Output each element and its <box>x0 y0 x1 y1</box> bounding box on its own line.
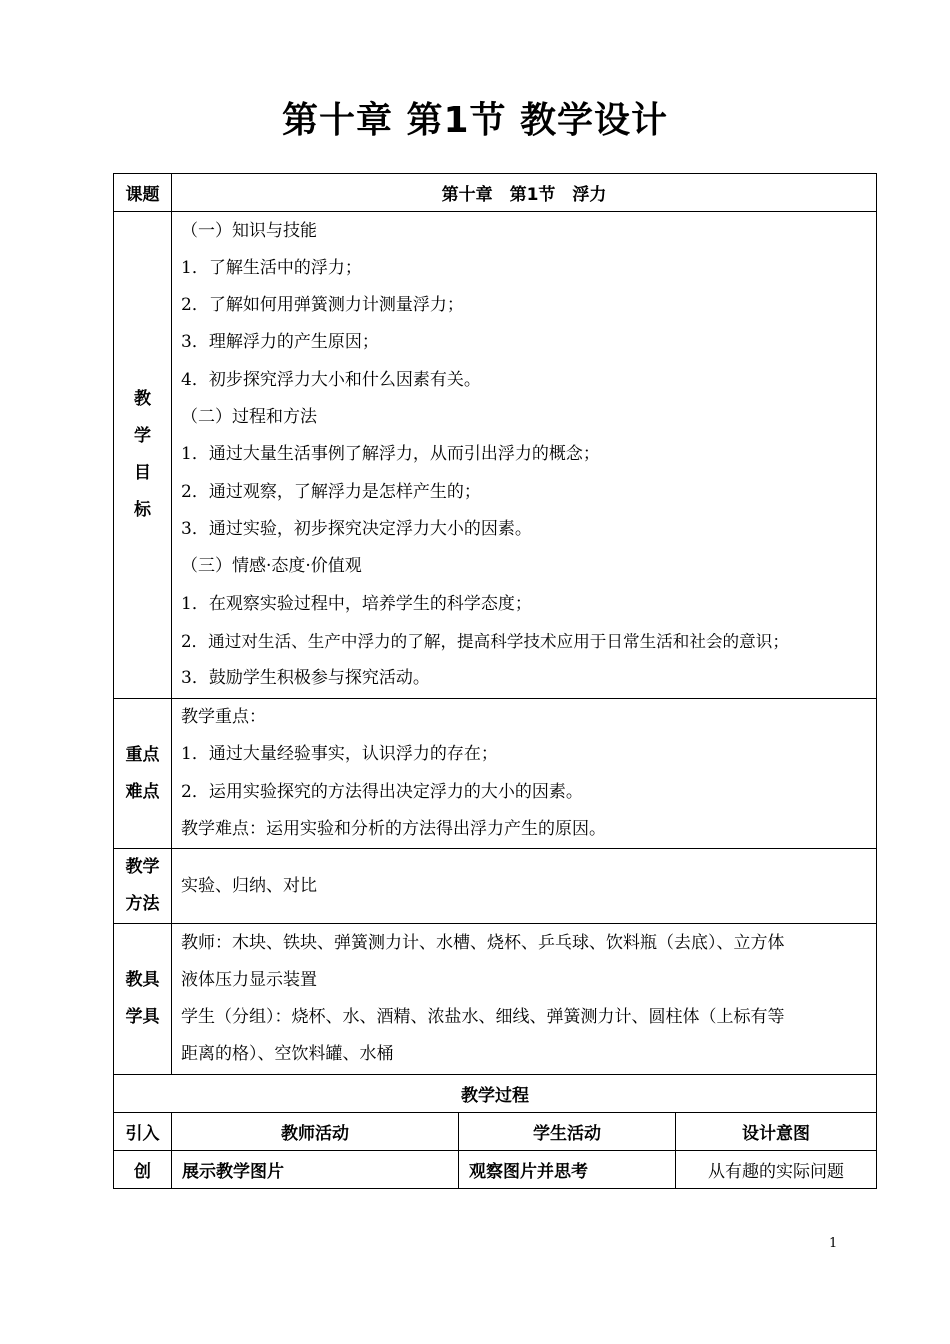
objective-line: 1．通过大量生活事例了解浮力，从而引出浮力的概念； <box>181 444 600 465</box>
key-points-row <box>114 699 877 849</box>
process-title: 教学过程 <box>114 1075 877 1113</box>
objective-line: （一）知识与技能 <box>181 220 317 241</box>
methods-row <box>114 849 877 924</box>
document-title: 第十章 第1节 教学设计 <box>281 100 669 141</box>
process-cell-teacher: 展示教学图片 <box>172 1151 459 1189</box>
objective-line: （三）情感·态度·价值观 <box>181 556 362 577</box>
key-point-line: 教学重点： <box>181 707 266 727</box>
process-row <box>114 1151 877 1189</box>
process-cell-student: 观察图片并思考 <box>459 1151 676 1189</box>
tools-line: 学生（分组）：烧杯、水、酒精、浓盐水、细线、弹簧测力计、圆柱体（上标有等 <box>181 1007 785 1028</box>
objective-line: 1．在观察实验过程中，培养学生的科学态度； <box>181 593 532 614</box>
objective-line: （二）过程和方法 <box>181 407 317 428</box>
process-header-row <box>114 1113 877 1151</box>
objective-line: 2．通过对生活、生产中浮力的了解，提高科学技术应用于日常生活和社会的意识； <box>181 631 789 651</box>
tools-row <box>114 924 877 1075</box>
page-number: 1 <box>829 1236 838 1251</box>
objective-line: 2．通过观察，了解浮力是怎样产生的； <box>181 481 481 502</box>
methods-label: 教学 方法 <box>114 849 172 924</box>
objectives-row <box>114 212 877 699</box>
methods-value: 实验、归纳、对比 <box>181 875 317 896</box>
topic-label: 课题 <box>114 174 172 212</box>
objective-line: 4．初步探究浮力大小和什么因素有关。 <box>181 369 481 390</box>
methods-content <box>172 849 877 924</box>
process-header-intent: 设计意图 <box>676 1113 877 1151</box>
tools-label: 教具 学具 <box>114 924 172 1075</box>
objective-line: 1．了解生活中的浮力； <box>181 257 362 278</box>
key-point-line: 1．通过大量经验事实，认识浮力的存在； <box>181 744 498 765</box>
objective-line: 2．了解如何用弹簧测力计测量浮力； <box>181 295 464 316</box>
tools-line: 液体压力显示装置 <box>181 969 317 990</box>
objectives-content <box>172 212 877 699</box>
process-cell-intro: 创 <box>114 1151 172 1189</box>
process-header-teacher: 教师活动 <box>172 1113 459 1151</box>
process-header-intro: 引入 <box>114 1113 172 1151</box>
topic-value: 第十章 第1节 浮力 <box>172 174 877 212</box>
lesson-plan-table <box>113 173 877 1189</box>
key-point-line: 教学难点：运用实验和分析的方法得出浮力产生的原因。 <box>181 818 606 839</box>
tools-line: 教师：木块、铁块、弹簧测力计、水槽、烧杯、乒乓球、饮料瓶（去底）、立方体 <box>181 932 785 953</box>
key-points-content <box>172 699 877 849</box>
objective-line: 3．鼓励学生积极参与探究活动。 <box>181 668 430 689</box>
key-point-line: 2．运用实验探究的方法得出决定浮力的大小的因素。 <box>181 781 583 802</box>
process-title-row <box>114 1075 877 1113</box>
topic-row <box>114 174 877 212</box>
process-cell-intent: 从有趣的实际问题 <box>676 1151 877 1189</box>
key-points-label: 重点 难点 <box>114 699 172 849</box>
objective-line: 3．通过实验，初步探究决定浮力大小的因素。 <box>181 518 532 539</box>
tools-line: 距离的格）、空饮料罐、水桶 <box>181 1044 394 1065</box>
process-header-student: 学生活动 <box>459 1113 676 1151</box>
objectives-label: 教 学 目 标 <box>114 212 172 699</box>
tools-content <box>172 924 877 1075</box>
objective-line: 3．理解浮力的产生原因； <box>181 332 379 353</box>
